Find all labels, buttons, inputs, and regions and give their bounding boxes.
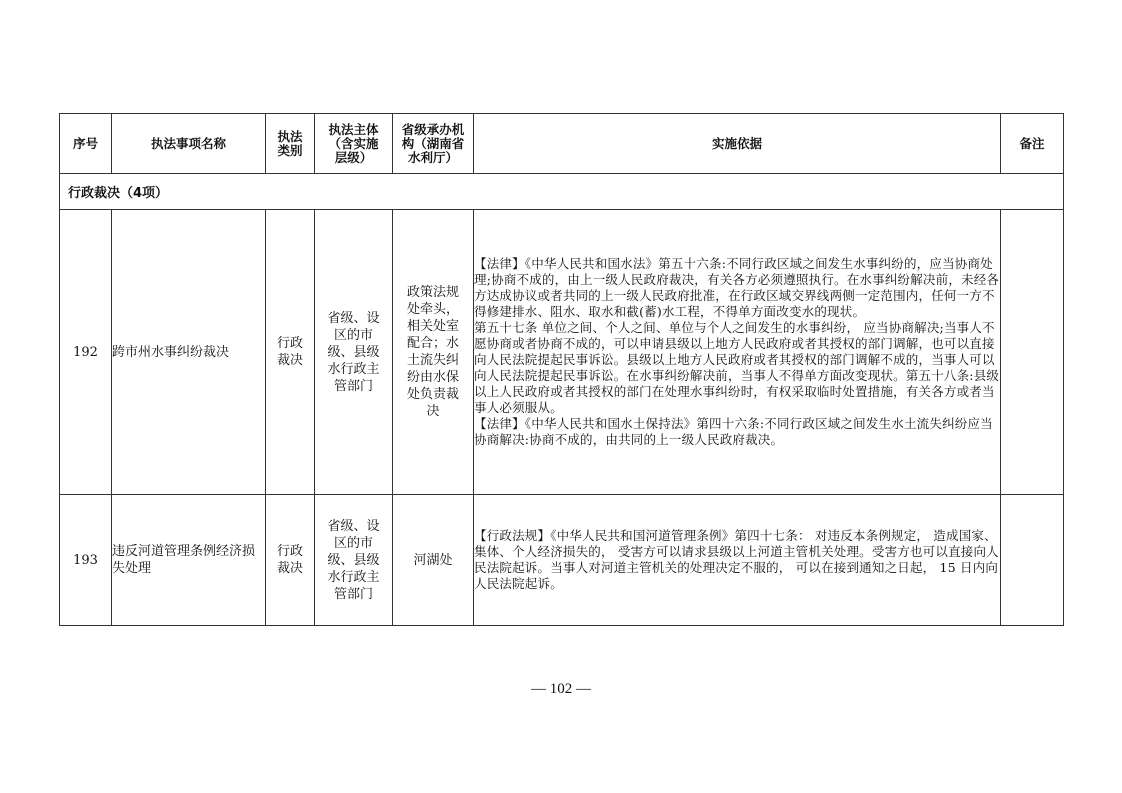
section-row xyxy=(60,174,1064,210)
row-dept: 河湖处 xyxy=(393,495,474,626)
header-subject: 执法主体（含实施层级） xyxy=(315,114,393,174)
header-dept: 省级承办机构（湖南省水利厅） xyxy=(393,114,474,174)
row-basis xyxy=(474,495,1001,626)
section-title: 行政裁决（4项） xyxy=(60,174,1064,210)
row-category: 行政裁决 xyxy=(266,210,315,495)
basis-paragraph: 【行政法规】《中华人民共和国河道管理条例》第四十七条： 对违反本条例规定， 造成国家、集体、个人经济损失的， 受害方可以请求县级以上河道主管机关处理。受害方也可以直接向人民法院起诉。当事人对河道主管机关的处理决定不服的， 可以在接到通知之日起， 15 日内向人民法院起诉。 xyxy=(474,528,999,591)
basis-paragraph: 【法律】《中华人民共和国水法》第五十六条:不同行政区域之间发生水事纠纷的，应当协商处理;协商不成的，由上一级人民政府裁决，有关各方必须遵照执行。在水事纠纷解决前，未经各方达成协议或者共同的上一级人民政府批准，在行政区域交界线两侧一定范围内，任何一方不得修建排水、阻水、取水和截(蓄)水工程，不得单方面改变水的现状。 xyxy=(474,256,1000,319)
row-dept: 政策法规处牵头，相关处室配合；水土流失纠纷由水保处负责裁决 xyxy=(393,210,474,495)
row-remark xyxy=(1001,495,1064,626)
header-remark: 备注 xyxy=(1001,114,1064,174)
header-basis: 实施依据 xyxy=(474,114,1001,174)
row-category: 行政裁决 xyxy=(266,495,315,626)
table-row xyxy=(60,210,1064,495)
table-row xyxy=(60,495,1064,626)
row-seq: 193 xyxy=(60,495,112,626)
header-seq: 序号 xyxy=(60,114,112,174)
header-item-name: 执法事项名称 xyxy=(112,114,266,174)
basis-paragraph: 第五十七条 单位之间、个人之间、单位与个人之间发生的水事纠纷， 应当协商解决;当事人不愿协商或者协商不成的，可以申请县级以上地方人民政府或者其授权的部门调解，也可以直接向人民法院提起民事诉讼。县级以上地方人民政府或者其授权的部门调解不成的，当事人可以向人民法院提起民事诉讼。在水事纠纷解决前，当事人不得单方面改变现状。第五十八条:县级以上人民政府或者其授权的部门在处理水事纠纷时，有权采取临时处置措施，有关各方或者当事人必须服从。 xyxy=(474,320,1000,415)
page-number: — 102 — xyxy=(531,681,591,697)
row-subject: 省级、设区的市级、县级水行政主管部门 xyxy=(315,495,393,626)
row-seq: 192 xyxy=(60,210,112,495)
row-item-name: 违反河道管理条例经济损失处理 xyxy=(112,495,266,626)
basis-paragraph: 【法律】《中华人民共和国水土保持法》第四十六条:不同行政区域之间发生水土流失纠纷应当协商解决:协商不成的，由共同的上一级人民政府裁决。 xyxy=(474,416,993,447)
header-category: 执法类别 xyxy=(266,114,315,174)
row-remark xyxy=(1001,210,1064,495)
header-row xyxy=(60,114,1064,174)
enforcement-table xyxy=(59,113,1064,626)
row-basis xyxy=(474,210,1001,495)
row-item-name: 跨市州水事纠纷裁决 xyxy=(112,210,266,495)
row-subject: 省级、设区的市级、县级水行政主管部门 xyxy=(315,210,393,495)
